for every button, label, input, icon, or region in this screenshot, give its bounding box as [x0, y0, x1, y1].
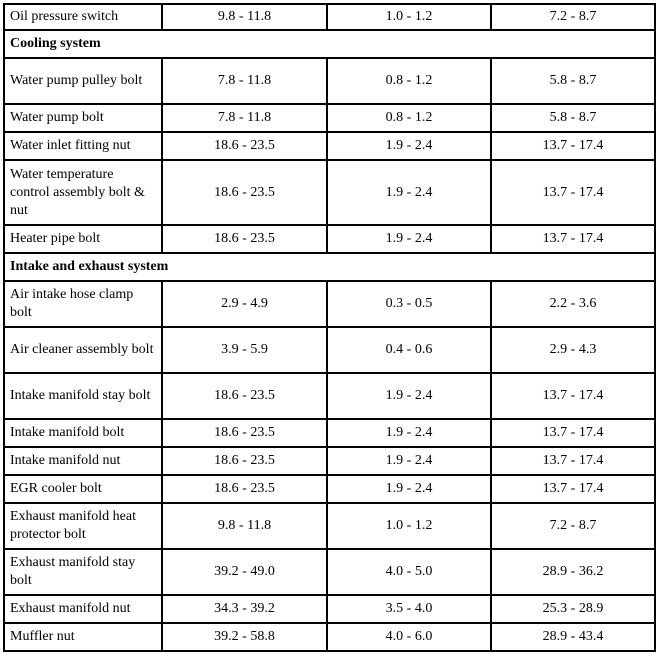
torque-kgfm-cell: 1.0 - 1.2 [327, 503, 491, 549]
torque-lbfft-cell: 25.3 - 28.9 [491, 595, 655, 623]
torque-lbfft-cell: 13.7 - 17.4 [491, 160, 655, 225]
torque-lbfft-cell: 13.7 - 17.4 [491, 132, 655, 160]
item-name-cell: Muffler nut [4, 623, 162, 651]
torque-kgfm-cell: 4.0 - 6.0 [327, 623, 491, 651]
torque-lbfft-cell: 13.7 - 17.4 [491, 373, 655, 419]
torque-kgfm-cell: 1.9 - 2.4 [327, 132, 491, 160]
torque-kgfm-cell: 3.5 - 4.0 [327, 595, 491, 623]
torque-nm-cell: 18.6 - 23.5 [162, 419, 327, 447]
torque-nm-cell: 34.3 - 39.2 [162, 595, 327, 623]
table-row [4, 447, 655, 475]
item-name-cell: Oil pressure switch [4, 4, 162, 30]
torque-nm-cell: 39.2 - 58.8 [162, 623, 327, 651]
torque-kgfm-cell: 0.8 - 1.2 [327, 58, 491, 104]
torque-nm-cell: 9.8 - 11.8 [162, 4, 327, 30]
item-name-cell: Intake manifold stay bolt [4, 373, 162, 419]
table-row [4, 373, 655, 419]
item-name-cell: Exhaust manifold stay bolt [4, 549, 162, 595]
torque-spec-table [3, 3, 656, 652]
torque-nm-cell: 9.8 - 11.8 [162, 503, 327, 549]
torque-lbfft-cell: 28.9 - 43.4 [491, 623, 655, 651]
torque-nm-cell: 18.6 - 23.5 [162, 225, 327, 253]
torque-kgfm-cell: 4.0 - 5.0 [327, 549, 491, 595]
torque-lbfft-cell: 5.8 - 8.7 [491, 58, 655, 104]
table-row [4, 225, 655, 253]
item-name-cell: Intake manifold bolt [4, 419, 162, 447]
table-row [4, 419, 655, 447]
item-name-cell: Exhaust manifold heat protector bolt [4, 503, 162, 549]
torque-lbfft-cell: 13.7 - 17.4 [491, 419, 655, 447]
section-heading: Intake and exhaust system [4, 253, 655, 281]
torque-nm-cell: 7.8 - 11.8 [162, 104, 327, 132]
torque-kgfm-cell: 1.9 - 2.4 [327, 419, 491, 447]
table-row [4, 104, 655, 132]
table-row [4, 132, 655, 160]
torque-kgfm-cell: 1.9 - 2.4 [327, 373, 491, 419]
section-heading: Cooling system [4, 30, 655, 58]
section-row [4, 30, 655, 58]
table-row [4, 327, 655, 373]
table-row [4, 595, 655, 623]
table-row [4, 4, 655, 30]
table-row [4, 549, 655, 595]
torque-lbfft-cell: 2.9 - 4.3 [491, 327, 655, 373]
torque-kgfm-cell: 1.9 - 2.4 [327, 447, 491, 475]
torque-nm-cell: 18.6 - 23.5 [162, 475, 327, 503]
table-row [4, 475, 655, 503]
item-name-cell: Air cleaner assembly bolt [4, 327, 162, 373]
torque-kgfm-cell: 0.8 - 1.2 [327, 104, 491, 132]
torque-nm-cell: 18.6 - 23.5 [162, 373, 327, 419]
torque-nm-cell: 18.6 - 23.5 [162, 447, 327, 475]
torque-lbfft-cell: 2.2 - 3.6 [491, 281, 655, 327]
table-row [4, 58, 655, 104]
torque-nm-cell: 39.2 - 49.0 [162, 549, 327, 595]
table-row [4, 503, 655, 549]
torque-nm-cell: 18.6 - 23.5 [162, 132, 327, 160]
item-name-cell: Water temperature control assembly bolt & nut [4, 160, 162, 225]
item-name-cell: Water inlet fitting nut [4, 132, 162, 160]
item-name-cell: Exhaust manifold nut [4, 595, 162, 623]
torque-kgfm-cell: 1.0 - 1.2 [327, 4, 491, 30]
item-name-cell: Water pump bolt [4, 104, 162, 132]
item-name-cell: Air intake hose clamp bolt [4, 281, 162, 327]
torque-lbfft-cell: 13.7 - 17.4 [491, 475, 655, 503]
torque-kgfm-cell: 0.4 - 0.6 [327, 327, 491, 373]
torque-nm-cell: 3.9 - 5.9 [162, 327, 327, 373]
torque-lbfft-cell: 28.9 - 36.2 [491, 549, 655, 595]
torque-lbfft-cell: 5.8 - 8.7 [491, 104, 655, 132]
torque-kgfm-cell: 1.9 - 2.4 [327, 475, 491, 503]
item-name-cell: Water pump pulley bolt [4, 58, 162, 104]
torque-kgfm-cell: 1.9 - 2.4 [327, 160, 491, 225]
table-row [4, 160, 655, 225]
item-name-cell: EGR cooler bolt [4, 475, 162, 503]
torque-nm-cell: 18.6 - 23.5 [162, 160, 327, 225]
torque-lbfft-cell: 13.7 - 17.4 [491, 225, 655, 253]
item-name-cell: Heater pipe bolt [4, 225, 162, 253]
torque-lbfft-cell: 13.7 - 17.4 [491, 447, 655, 475]
torque-nm-cell: 2.9 - 4.9 [162, 281, 327, 327]
item-name-cell: Intake manifold nut [4, 447, 162, 475]
table-row [4, 623, 655, 651]
torque-kgfm-cell: 0.3 - 0.5 [327, 281, 491, 327]
torque-lbfft-cell: 7.2 - 8.7 [491, 503, 655, 549]
section-row [4, 253, 655, 281]
torque-lbfft-cell: 7.2 - 8.7 [491, 4, 655, 30]
table-row [4, 281, 655, 327]
torque-nm-cell: 7.8 - 11.8 [162, 58, 327, 104]
torque-kgfm-cell: 1.9 - 2.4 [327, 225, 491, 253]
